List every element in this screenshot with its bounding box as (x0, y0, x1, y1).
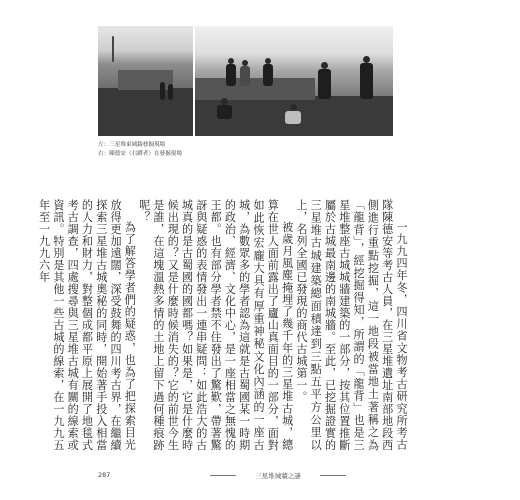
standing-person (263, 64, 273, 86)
body-text (37, 199, 408, 451)
caption-right: 右：陳德安（右蹲者）在發掘現場 (98, 151, 182, 157)
standing-person (240, 66, 250, 86)
footer-rule-right (320, 475, 346, 476)
standing-person (226, 64, 236, 86)
paragraph: 被歲月風塵掩埋了幾千年的三星堆古城，總算在世人面前露出了廬山真面目的一部分，面對如此恢宏龐大具有厚重神秘文化內涵的一座古城，為數眾多的學者認為這就是古蜀國某一時期的政治、經濟、文化中心，是一座相當之無愧的王都。也有部分學者禁不住發出了驚歎，帶著驚訝與疑惑的表情發出一連串疑問：如此浩大的古城真的是古蜀國的國都嗎？如果是，它是什麼時候出現的？又是什麼時候消失的？它的前世今生是誰，在這塊溫熱多情的土地上留下過何種痕跡呢？ (137, 199, 294, 451)
page-number: 287 (98, 471, 111, 479)
photo-captions (98, 141, 298, 159)
caption-left: 左：三星堆東城牆發掘現場 (98, 142, 166, 148)
worker-figure (160, 82, 165, 100)
running-title: 三星堆城牆之謎 (255, 472, 301, 480)
person-head (290, 104, 297, 111)
crouching-person (217, 105, 232, 119)
person-head (363, 56, 370, 63)
trench-edge (195, 78, 315, 100)
standing-person (360, 63, 373, 99)
paragraph: 一九九四年冬，四川省文物考古研究所考古隊陳德安等考古人員，在三星堆遺址南部地段西側進行重點挖掘，這一地段被當地土著稱之為「龍背」，經挖掘得知，所謂的「龍背」也是三星堆整座古城城牆建築的一部分，按其位置推斷屬於古城最南邊的南城牆。至此，已挖掘證實的三星堆古城建築總面積達到三點五平方公里以上，名列全國已發現的商代古城第一。 (294, 199, 408, 451)
photo-chen-dean-at-excavation-site (195, 26, 393, 136)
crouching-person-chen-dean (285, 111, 301, 124)
worker-figure (168, 84, 173, 100)
standing-person (318, 69, 331, 99)
photo-east-city-wall-excavation (98, 26, 193, 136)
tree (112, 36, 114, 62)
person-head (221, 98, 228, 105)
excavation-trench (98, 88, 193, 136)
person-head (321, 62, 328, 69)
page-footer (98, 469, 418, 483)
paragraph: 為了解答學者們的疑惑，也為了把探索目光放得更加遠闊，深受鼓舞的四川考古界，在繼續探索三星堆古城奧秘的同時，開始著手投入相當的人力和財力，對整個成都平原上展開了地毯式考古調查，四處搜尋與三星堆古城有關的線索或資訊。特別是其他一些古城的線索，在一九九五年至一九九六年 (37, 199, 137, 451)
